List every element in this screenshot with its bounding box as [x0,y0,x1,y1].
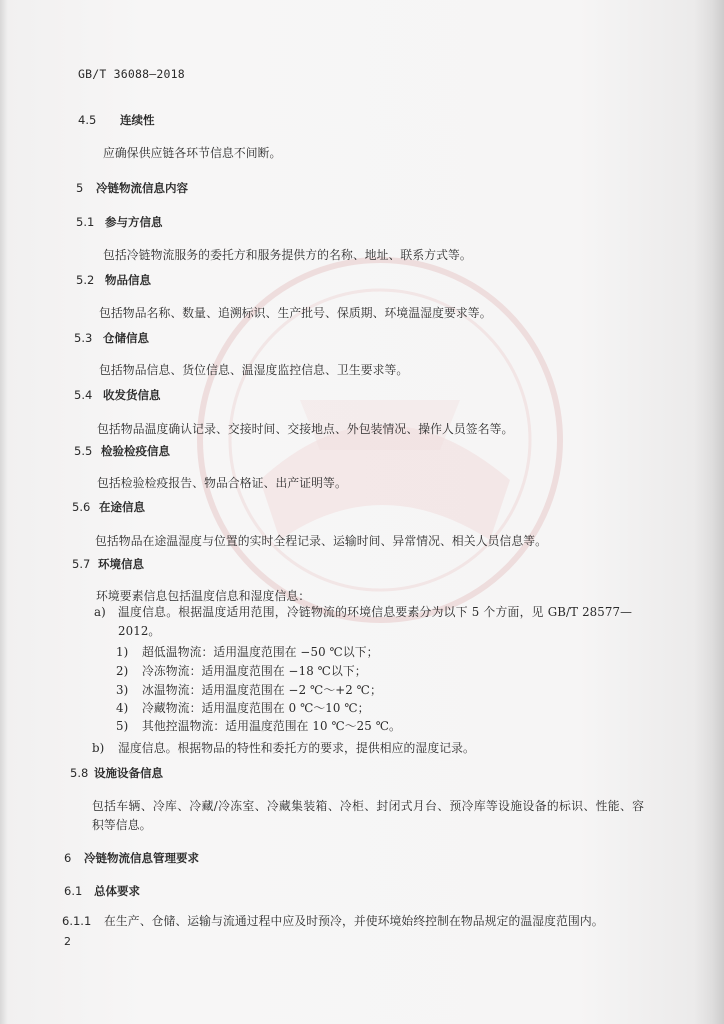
section-text-5-8-line-2: 积等信息。 [92,818,152,832]
section-title-5-3: 仓储信息 [103,331,149,345]
list-b-text: 湿度信息。根据物品的特性和委托方的要求，提供相应的湿度记录。 [118,741,475,755]
clause-text-6-1-1: 在生产、仓储、运输与流通过程中应及时预冷，并使环境始终控制在物品规定的温湿度范围内。 [104,914,604,928]
section-number-5-8: 5.8 [70,766,89,780]
temp-item-label-4: 4) [116,701,129,715]
section-number-5-7: 5.7 [72,557,91,571]
section-number-4-5: 4.5 [78,113,97,127]
temp-item-label-5: 5) [116,719,129,733]
list-label-a: a) [94,605,106,619]
section-text-5-5: 包括检验检疫报告、物品合格证、出产证明等。 [97,476,347,490]
list-a-line-1: 温度信息。根据温度适用范围，冷链物流的环境信息要素分为以下 5 个方面，见 GB/T 28577— [118,605,632,619]
section-title-5-4: 收发货信息 [103,388,161,402]
section-number-5-4: 5.4 [74,388,93,402]
section-number-5-3: 5.3 [74,331,93,345]
temp-item-text-4: 冷藏物流：适用温度范围在 0 ℃～10 ℃； [142,701,370,715]
section-number-5-1: 5.1 [76,215,95,229]
standard-code-header: GB/T 36088—2018 [78,67,185,81]
section-number-5-2: 5.2 [76,273,95,287]
section-title-5-5: 检验检疫信息 [101,444,170,458]
page-number: 2 [64,935,71,948]
section-title-5-8: 设施设备信息 [94,766,163,780]
temp-item-label-2: 2) [116,664,129,678]
chapter-title-6: 冷链物流信息管理要求 [84,851,199,865]
section-text-5-2: 包括物品名称、数量、追溯标识、生产批号、保质期、环境温湿度要求等。 [99,306,492,320]
section-title-5-7: 环境信息 [98,557,144,571]
temp-item-label-3: 3) [116,683,129,697]
clause-number-6-1-1: 6.1.1 [62,914,92,928]
temp-item-text-1: 超低温物流：适用温度范围在 −50 ℃以下； [142,645,379,659]
section-intro-5-7: 环境要素信息包括温度信息和湿度信息： [96,589,311,603]
section-text-5-1: 包括冷链物流服务的委托方和服务提供方的名称、地址、联系方式等。 [103,248,472,262]
section-title-6-1: 总体要求 [94,884,140,898]
section-text-5-6: 包括物品在途温湿度与位置的实时全程记录、运输时间、异常情况、相关人员信息等。 [95,534,548,548]
section-text-5-3: 包括物品信息、货位信息、温湿度监控信息、卫生要求等。 [99,363,409,377]
section-number-5-6: 5.6 [72,500,91,514]
temp-item-label-1: 1) [116,645,129,659]
scan-shadow-left [0,0,8,1024]
temp-item-text-3: 冰温物流：适用温度范围在 −2 ℃～+2 ℃； [142,683,382,697]
chapter-number-6: 6 [64,851,72,865]
section-text-5-8-line-1: 包括车辆、冷库、冷藏/冷冻室、冷藏集装箱、冷柜、封闭式月台、预冷库等设施设备的标识、性能、容 [92,799,644,813]
section-title-5-1: 参与方信息 [105,215,163,229]
chapter-title-5: 冷链物流信息内容 [96,181,188,195]
chapter-number-5: 5 [76,181,84,195]
list-a-line-2: 2012。 [118,624,161,638]
section-number-5-5: 5.5 [74,444,93,458]
temp-item-text-2: 冷冻物流：适用温度范围在 −18 ℃以下； [142,664,367,678]
section-title-5-2: 物品信息 [105,273,151,287]
section-text-4-5: 应确保供应链各环节信息不间断。 [103,146,282,160]
temp-item-text-5: 其他控温物流：适用温度范围在 10 ℃～25 ℃。 [142,719,401,733]
scan-shadow-right [694,0,724,1024]
section-title-4-5: 连续性 [120,113,155,127]
section-number-6-1: 6.1 [64,884,83,898]
section-text-5-4: 包括物品温度确认记录、交接时间、交接地点、外包装情况、操作人员签名等。 [97,422,514,436]
section-title-5-6: 在途信息 [99,500,145,514]
list-label-b: b) [92,741,105,755]
